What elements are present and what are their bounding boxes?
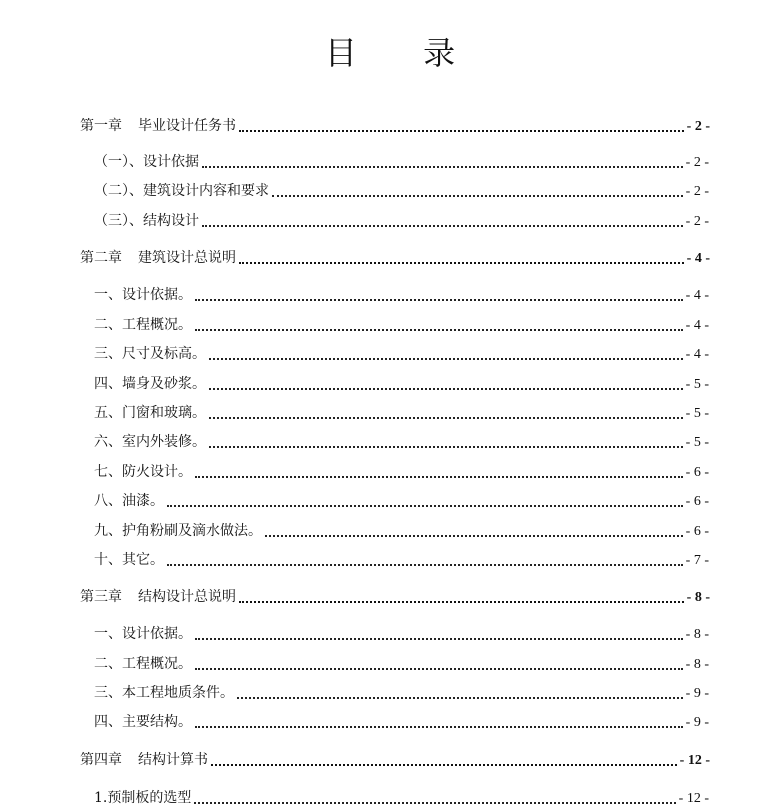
dot-leader	[209, 387, 683, 390]
dot-leader	[195, 298, 683, 301]
page-number: - 6 -	[685, 524, 709, 539]
dot-leader	[194, 801, 675, 804]
toc-section-entry[interactable]	[94, 403, 709, 423]
toc-entry-text: 结构设计总说明	[138, 589, 236, 605]
toc-entry-label	[80, 116, 236, 136]
toc-section-entry[interactable]	[94, 712, 709, 732]
dot-leader	[195, 725, 683, 728]
toc-entry-label	[80, 248, 236, 268]
dot-leader	[211, 763, 677, 766]
dot-leader	[167, 563, 683, 566]
toc-section-entry[interactable]	[94, 285, 709, 305]
dot-leader	[195, 667, 683, 670]
page-number: - 6 -	[685, 465, 709, 480]
toc-entry-text: （一）、设计依据	[94, 154, 199, 170]
toc-entry-text: 二、工程概况。	[94, 317, 192, 333]
dot-leader	[237, 696, 683, 699]
dot-leader	[239, 261, 684, 264]
toc-entry-label	[94, 624, 192, 644]
toc-entry-label	[80, 750, 208, 770]
toc-section-entry[interactable]	[94, 683, 709, 703]
page-number: - 8 -	[685, 657, 709, 672]
dot-leader	[209, 445, 683, 448]
toc-entry-label	[94, 152, 199, 172]
toc-entry-label	[94, 712, 192, 732]
chapter-number: 第一章	[80, 118, 122, 134]
toc-section-entry[interactable]	[94, 211, 709, 231]
toc-entry-label	[80, 587, 236, 607]
page-number: - 5 -	[685, 406, 709, 421]
toc-chapter-entry[interactable]	[80, 248, 710, 268]
toc-entry-text: 四、主要结构。	[94, 714, 192, 730]
toc-section-entry[interactable]	[94, 654, 709, 674]
toc-entry-text: 建筑设计总说明	[138, 250, 236, 266]
toc-entry-text: 一、设计依据。	[94, 626, 192, 642]
dot-leader	[239, 129, 684, 132]
toc-entry-text: 结构计算书	[138, 752, 208, 768]
page-number: - 2 -	[685, 184, 709, 199]
page-number: - 4 -	[686, 251, 710, 266]
toc-entry-label	[94, 211, 199, 231]
toc-section-entry[interactable]	[94, 315, 709, 335]
dot-leader	[195, 328, 683, 331]
toc-entry-text: 四、墙身及砂浆。	[94, 376, 206, 392]
dot-leader	[195, 475, 683, 478]
toc-chapter-entry[interactable]	[80, 750, 710, 770]
dot-leader	[272, 194, 683, 197]
dot-leader	[202, 224, 683, 227]
toc-entry-label	[94, 683, 234, 703]
toc-entry-text: 二、工程概况。	[94, 656, 192, 672]
toc-entry-label	[94, 788, 191, 808]
toc-section-entry[interactable]	[94, 521, 709, 541]
page-number: - 12 -	[678, 791, 709, 806]
toc-entry-text: 1.预制板的选型	[94, 790, 192, 806]
toc-entry-text: 三、本工程地质条件。	[94, 685, 234, 701]
toc-entry-label	[94, 285, 192, 305]
toc-entry-label	[94, 315, 192, 335]
chapter-number: 第三章	[80, 589, 122, 605]
toc-entry-label	[94, 654, 192, 674]
toc-entry-text: 一、设计依据。	[94, 287, 192, 303]
dot-leader	[195, 637, 683, 640]
page-number: - 9 -	[685, 686, 709, 701]
toc-section-entry[interactable]	[94, 152, 709, 172]
dot-leader	[209, 416, 683, 419]
toc-section-entry[interactable]	[94, 344, 709, 364]
page-number: - 4 -	[685, 288, 709, 303]
toc-section-entry[interactable]	[94, 788, 709, 808]
page-number: - 2 -	[686, 119, 710, 134]
toc-entry-text: （三）、结构设计	[94, 213, 199, 229]
toc-entry-label	[94, 403, 206, 423]
page-number: - 5 -	[685, 377, 709, 392]
page-number: - 7 -	[685, 553, 709, 568]
toc-entry-text: 六、室内外装修。	[94, 434, 206, 450]
toc-section-entry[interactable]	[94, 462, 709, 482]
toc-entry-label	[94, 432, 206, 452]
toc-entry-label	[94, 374, 206, 394]
toc-section-entry[interactable]	[94, 624, 709, 644]
toc-chapter-entry[interactable]	[80, 116, 710, 136]
toc-entry-label	[94, 344, 206, 364]
chapter-number: 第四章	[80, 752, 122, 768]
dot-leader	[265, 534, 683, 537]
toc-entry-label	[94, 521, 262, 541]
toc-entry-text: 九、护角粉刷及滴水做法。	[94, 523, 262, 539]
page-number: - 2 -	[685, 214, 709, 229]
page-title: 目 录	[324, 34, 484, 72]
toc-section-entry[interactable]	[94, 432, 709, 452]
toc-chapter-entry[interactable]	[80, 587, 710, 607]
dot-leader	[202, 165, 683, 168]
page-number: - 6 -	[685, 494, 709, 509]
toc-section-entry[interactable]	[94, 374, 709, 394]
toc-entry-text: 五、门窗和玻璃。	[94, 405, 206, 421]
toc-entry-label	[94, 550, 164, 570]
page-number: - 5 -	[685, 435, 709, 450]
toc-section-entry[interactable]	[94, 181, 709, 201]
page-number: - 2 -	[685, 155, 709, 170]
toc-section-entry[interactable]	[94, 550, 709, 570]
page-number: - 8 -	[686, 590, 710, 605]
toc-entry-text: 毕业设计任务书	[138, 118, 236, 134]
page-number: - 8 -	[685, 627, 709, 642]
toc-entry-label	[94, 491, 164, 511]
page-number: - 9 -	[685, 715, 709, 730]
page-number: - 4 -	[685, 318, 709, 333]
toc-entry-text: 七、防火设计。	[94, 464, 192, 480]
dot-leader	[209, 357, 683, 360]
page-number: - 12 -	[679, 753, 710, 768]
toc-entry-text: 十、其它。	[94, 552, 164, 568]
toc-entry-text: （二）、建筑设计内容和要求	[94, 183, 269, 199]
toc-section-entry[interactable]	[94, 491, 709, 511]
toc-entry-label	[94, 181, 269, 201]
dot-leader	[167, 504, 683, 507]
toc-entry-label	[94, 462, 192, 482]
dot-leader	[239, 600, 684, 603]
toc-entry-text: 八、油漆。	[94, 493, 164, 509]
toc-entry-text: 三、尺寸及标高。	[94, 346, 206, 362]
chapter-number: 第二章	[80, 250, 122, 266]
page-number: - 4 -	[685, 347, 709, 362]
